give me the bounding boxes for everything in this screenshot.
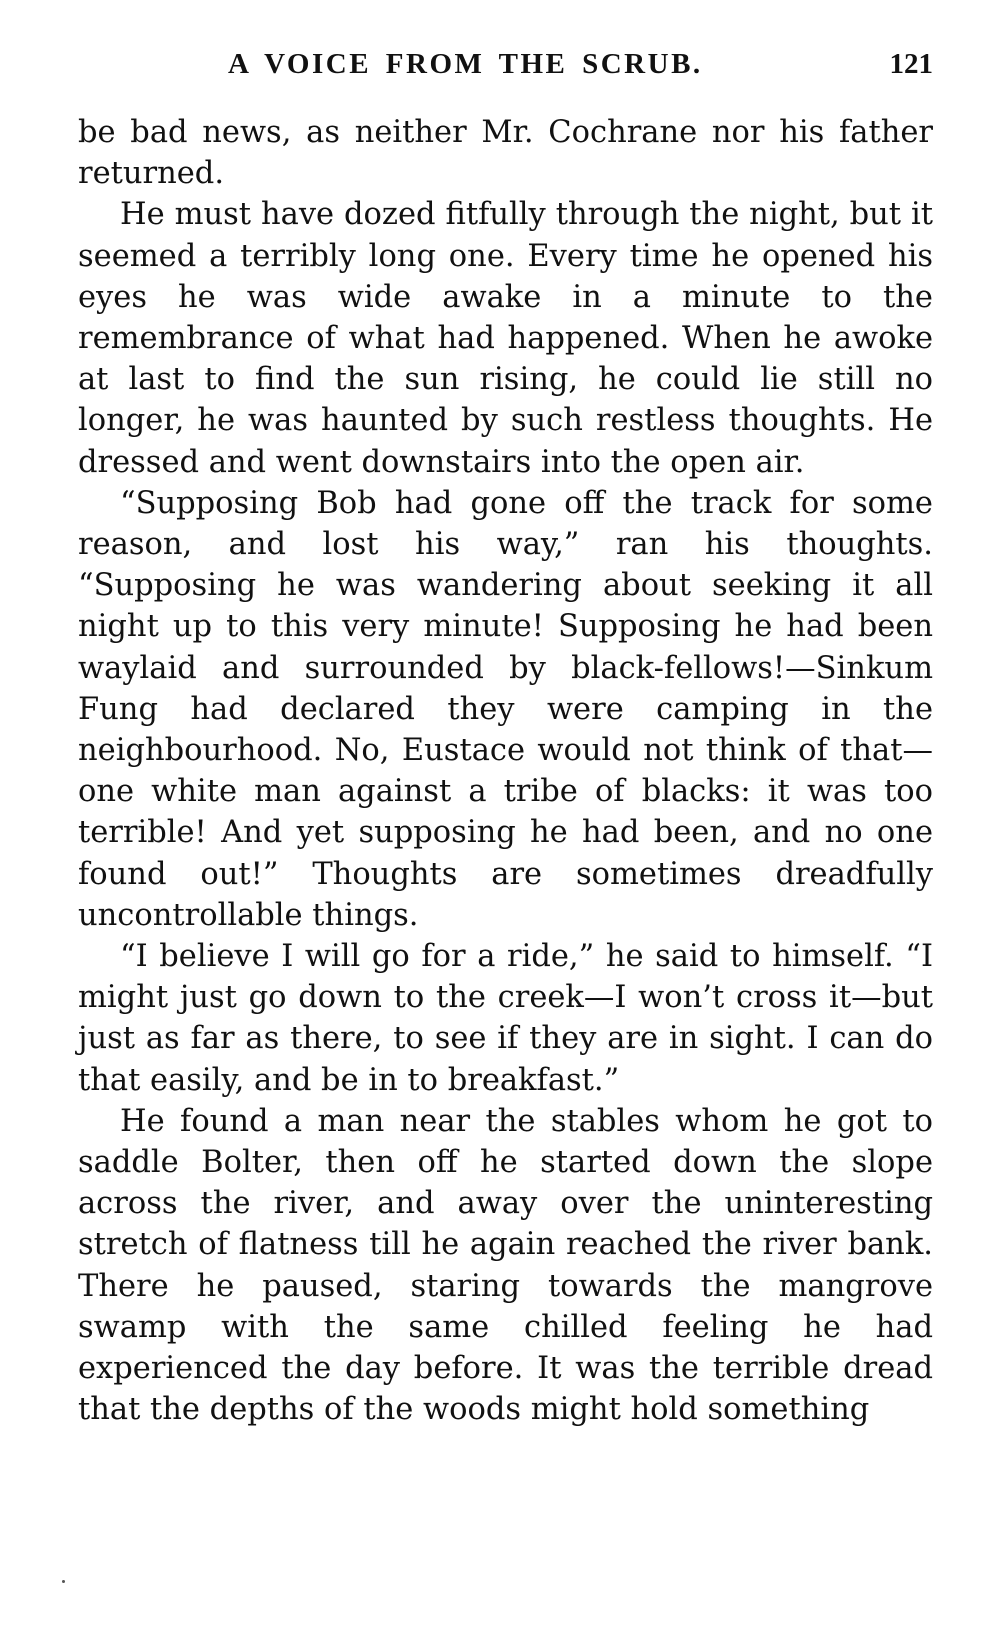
paragraph-continuation: be bad news, as neither Mr. Cochrane nor his father returned. [78,115,933,192]
page-number: 121 [889,48,933,80]
paragraph: He found a man near the stables whom he got to saddle Bolter, then off he started down the slope across the river, and away over the uninteresting stretch of flatness till he again reached the river bank. There he paused, staring towards the mangrove swamp with the same chilled feeling he had experienced the day before. It was the terrible dread that the depths of the woods might hold something [78,1103,933,1428]
paragraph: He must have dozed fitfully through the night, but it seemed a terribly long one. Every time he opened his eyes he was wide awake in a minute to the remembrance of what had happened. When he awoke at last to find the sun rising, he could lie still no longer, he was haunted by such restless thoughts. He dressed and went downstairs into the open air. [78,197,933,480]
paragraph: “I believe I will go for a ride,” he said to himself. “I might just go down to the creek—I won’t cross it—but just as far as there, to see if they are in sight. I can do that easily, and be in to breakfast.” [78,939,933,1098]
print-speck [62,1580,65,1583]
running-head [78,48,933,96]
book-page [78,48,933,1431]
body-text [78,112,933,1431]
paragraph: “Supposing Bob had gone off the track for some reason, and lost his way,” ran his thoughts. “Supposing he was wandering about seeking it all night up to this very minute! Supposing he had been waylaid and surrounded by black-fellows!—Sinkum Fung had declared they were camping in the neighbourhood. No, Eustace would not think of that—one white man against a tribe of blacks: it was too terrible! And yet supposing he had been, and no one found out!” Thoughts are sometimes dreadfully uncontrollable things. [78,485,933,933]
running-title: A VOICE FROM THE SCRUB. [228,48,703,80]
